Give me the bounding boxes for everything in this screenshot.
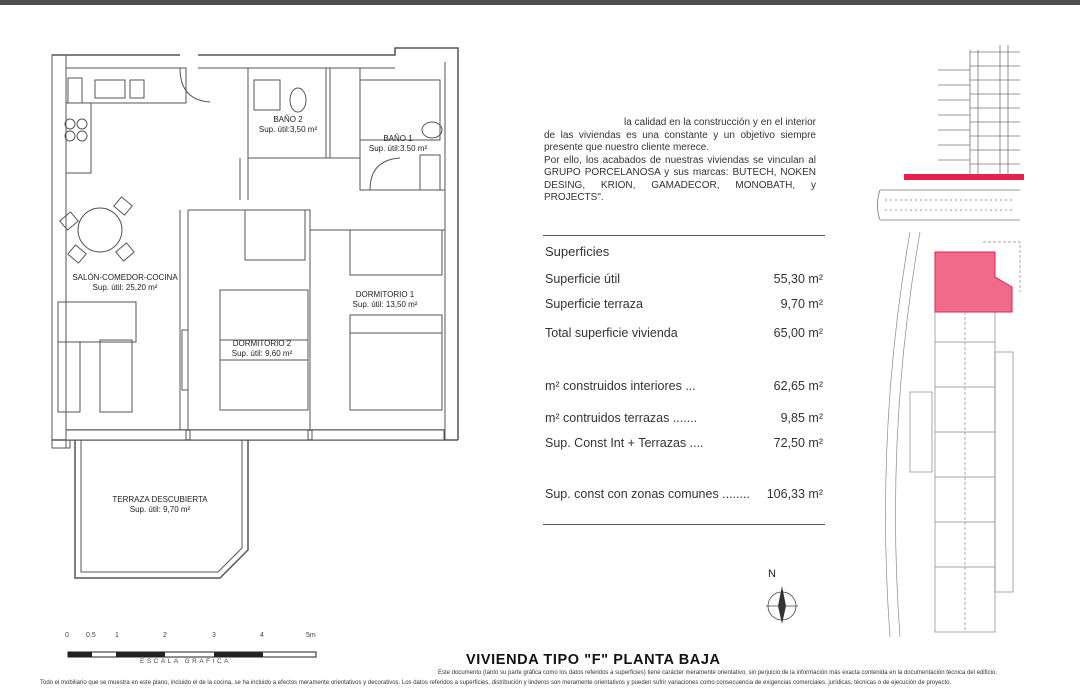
- highlighted-floor: [904, 174, 1024, 180]
- superficies-row: [545, 411, 823, 425]
- superficies-row: [545, 436, 823, 450]
- top-bar: [0, 0, 1080, 5]
- scale-tick: 5m: [306, 632, 316, 639]
- row-label: m² contruidos terrazas .......: [545, 411, 698, 425]
- scale-tick: 0.5: [86, 632, 96, 639]
- superficies-row: [545, 297, 823, 311]
- room-terraza-name: TERRAZA DESCUBIERTA: [112, 495, 208, 504]
- scale-tick: 0: [65, 632, 69, 639]
- row-value: 9,70 m²: [780, 297, 823, 311]
- room-bano2-area: Sup. útil:3,50 m²: [258, 125, 318, 134]
- scale-tick: 4: [260, 632, 264, 639]
- row-value: 9,85 m²: [780, 411, 823, 425]
- floor-plan: [40, 40, 460, 605]
- row-label: Sup. Const Int + Terrazas ....: [545, 436, 704, 450]
- intro-text: [544, 117, 816, 205]
- intro-line2: Por ello, los acabados de nuestras viviendas se vinculan al GRUPO PORCELANOSA y sus marcas: BUTECH, NOKEN DESING, KRION, GAMADECOR, MONOBATH, y PROJECTS".: [544, 154, 816, 203]
- room-bano1-name: BAÑO 1: [383, 134, 413, 143]
- room-bano2: [248, 115, 328, 135]
- superficies-row: [545, 326, 823, 340]
- row-label: Total superficie vivienda: [545, 326, 678, 340]
- scale-tick: 3: [212, 632, 216, 639]
- disclaimer-2: Todo el mobiliario que se muestra en este plano, incluido el de la cocina, se ha incluido a efectos meramente orientativos y decorativos. Los datos referidos a superficies, distribución y linderos son meramente orientativos y pueden sufrir variaciones como consecuencia de exigencias comerciales, jurídicas, técnicas o de ejecución de proyecto.: [40, 680, 952, 686]
- building-section-drawing: [870, 40, 1030, 230]
- room-dormitorio2-area: Sup. útil: 9,60 m²: [231, 349, 293, 358]
- scale-tick: 1: [115, 632, 119, 639]
- row-label: Superficie útil: [545, 272, 621, 286]
- row-value: 62,65 m²: [773, 379, 823, 393]
- row-label: Sup. const con zonas comunes ........: [545, 487, 750, 501]
- room-bano1: [358, 134, 438, 154]
- room-dormitorio1: [335, 290, 435, 310]
- site-plan-drawing: [870, 232, 1070, 642]
- row-value: 55,30 m²: [773, 272, 823, 286]
- disclaimer-1: Este documento (tanto su parte gráfica como los datos referidos a superficies) tiene carácter meramente orientativo, sin perjuicio de la información más exacta contenida en la documentación técnica del edificio.: [438, 670, 997, 676]
- room-terraza: [100, 495, 220, 515]
- room-dormitorio1-name: DORMITORIO 1: [355, 290, 415, 299]
- superficies-title: Superficies: [545, 244, 610, 259]
- plan-title: VIVIENDA TIPO "F" PLANTA BAJA: [466, 652, 721, 668]
- row-value: 65,00 m²: [773, 326, 823, 340]
- room-salon-name: SALÓN-COMEDOR-COCINA: [72, 273, 178, 282]
- row-label: m² construidos interiores ...: [545, 379, 696, 393]
- highlighted-unit: [935, 252, 1012, 312]
- superficies-row: [545, 487, 823, 501]
- superficies-row: [545, 379, 823, 393]
- room-dormitorio1-area: Sup. útil: 13,50 m²: [352, 300, 418, 309]
- room-salon: [60, 273, 190, 293]
- room-bano1-area: Sup. útil:3.50 m²: [368, 144, 428, 153]
- row-label: Superficie terraza: [545, 297, 643, 311]
- north-compass-icon: [760, 568, 804, 633]
- scale-tick: 2: [163, 632, 167, 639]
- compass-label: N: [768, 568, 776, 580]
- superficies-table: [543, 235, 825, 525]
- intro-line1: la calidad en la construcción y en el interior de las viviendas es una constante y un objetivo siempre presente que nuestro cliente merece.: [544, 117, 816, 153]
- row-value: 106,33 m²: [766, 487, 823, 501]
- room-terraza-area: Sup. útil: 9,70 m²: [129, 505, 191, 514]
- row-value: 72,50 m²: [773, 436, 823, 450]
- scale-caption: ESCALA GRAFICA: [140, 658, 231, 665]
- room-dormitorio2: [212, 339, 312, 359]
- room-salon-area: Sup. útil: 25,20 m²: [92, 283, 158, 292]
- room-dormitorio2-name: DORMITORIO 2: [232, 339, 292, 348]
- room-bano2-name: BAÑO 2: [273, 115, 303, 124]
- superficies-row: [545, 272, 823, 286]
